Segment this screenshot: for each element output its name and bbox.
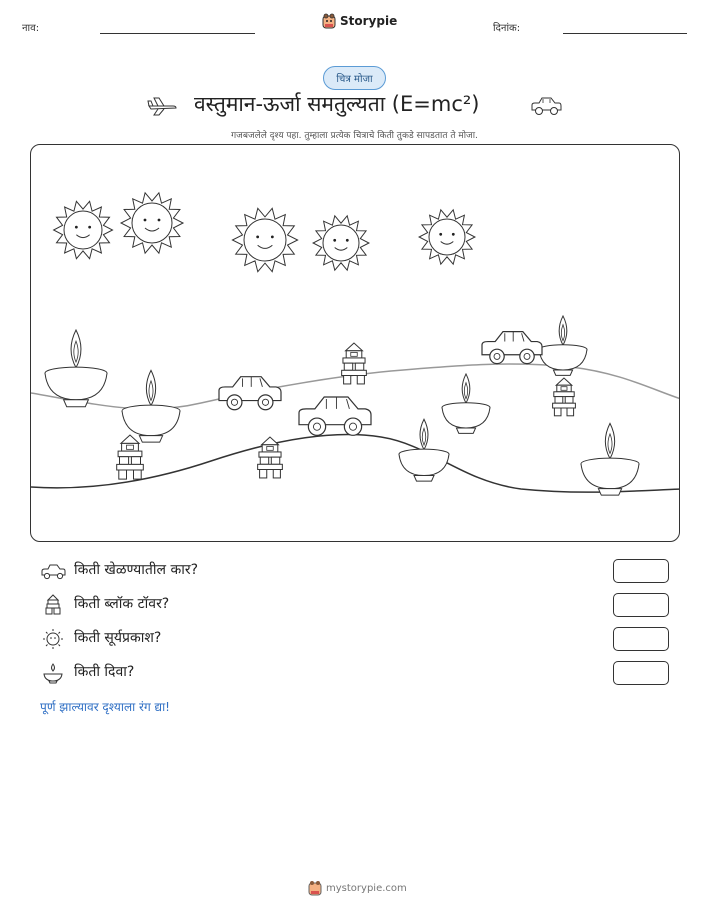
question-towers bbox=[40, 592, 670, 618]
car-icon bbox=[299, 397, 371, 435]
block-tower-icon bbox=[117, 435, 144, 479]
site-footer bbox=[308, 880, 407, 896]
block-tower-icon bbox=[553, 378, 576, 416]
sun-icon bbox=[54, 201, 113, 258]
question-text: किती दिवा? bbox=[74, 664, 135, 680]
sun-icon bbox=[40, 628, 66, 650]
diya-icon bbox=[40, 662, 66, 684]
diya-icon bbox=[581, 423, 639, 495]
diya-icon bbox=[122, 370, 180, 442]
date-field[interactable] bbox=[563, 33, 687, 34]
car-icon bbox=[219, 377, 281, 410]
diya-icon bbox=[442, 374, 490, 433]
storypie-mascot-icon bbox=[308, 880, 322, 896]
site-url: mystorypie.com bbox=[326, 882, 407, 894]
question-suns bbox=[40, 626, 670, 652]
activity-badge: चित्र मोजा bbox=[323, 66, 386, 90]
answer-box[interactable] bbox=[613, 661, 669, 685]
name-field[interactable] bbox=[100, 33, 255, 34]
answer-box[interactable] bbox=[613, 627, 669, 651]
diya-icon bbox=[45, 330, 107, 407]
brand-name: Storypie bbox=[340, 14, 398, 28]
name-label: नाव: bbox=[22, 23, 40, 34]
block-tower-icon bbox=[342, 343, 367, 384]
question-text: किती सूर्यप्रकाश? bbox=[74, 630, 162, 646]
diya-icon bbox=[399, 419, 449, 481]
date-label: दिनांक: bbox=[493, 23, 521, 34]
block-tower-icon bbox=[40, 594, 66, 616]
answer-box[interactable] bbox=[613, 593, 669, 617]
title-row bbox=[0, 90, 709, 124]
question-diyas bbox=[40, 660, 670, 686]
coloring-note: पूर्ण झाल्यावर दृश्याला रंग द्या! bbox=[40, 700, 170, 714]
instructions: गजबजलेले दृश्य पहा. तुम्हाला प्रत्येक चित्राचे किती तुकडे सापडतात ते मोजा. bbox=[231, 131, 478, 141]
counting-scene bbox=[30, 144, 680, 542]
airplane-icon bbox=[146, 94, 178, 118]
storypie-logo bbox=[322, 13, 397, 29]
sun-icon bbox=[121, 193, 183, 253]
scene-illustration bbox=[31, 145, 680, 542]
question-cars bbox=[40, 558, 670, 584]
sun-icon bbox=[313, 216, 369, 270]
car-icon bbox=[40, 560, 66, 582]
car-icon bbox=[482, 332, 542, 364]
storypie-mascot-icon bbox=[322, 13, 336, 29]
page-title: वस्तुमान-ऊर्जा समतुल्यता (E=mc²) bbox=[194, 92, 480, 116]
worksheet-header bbox=[0, 0, 709, 44]
sun-icon bbox=[419, 210, 475, 264]
answer-box[interactable] bbox=[613, 559, 669, 583]
diya-icon bbox=[539, 316, 587, 375]
sun-icon bbox=[232, 208, 297, 271]
car-icon bbox=[529, 94, 563, 118]
question-text: किती खेळण्यातील कार? bbox=[74, 562, 199, 578]
question-text: किती ब्लॉक टॉवर? bbox=[74, 596, 170, 612]
